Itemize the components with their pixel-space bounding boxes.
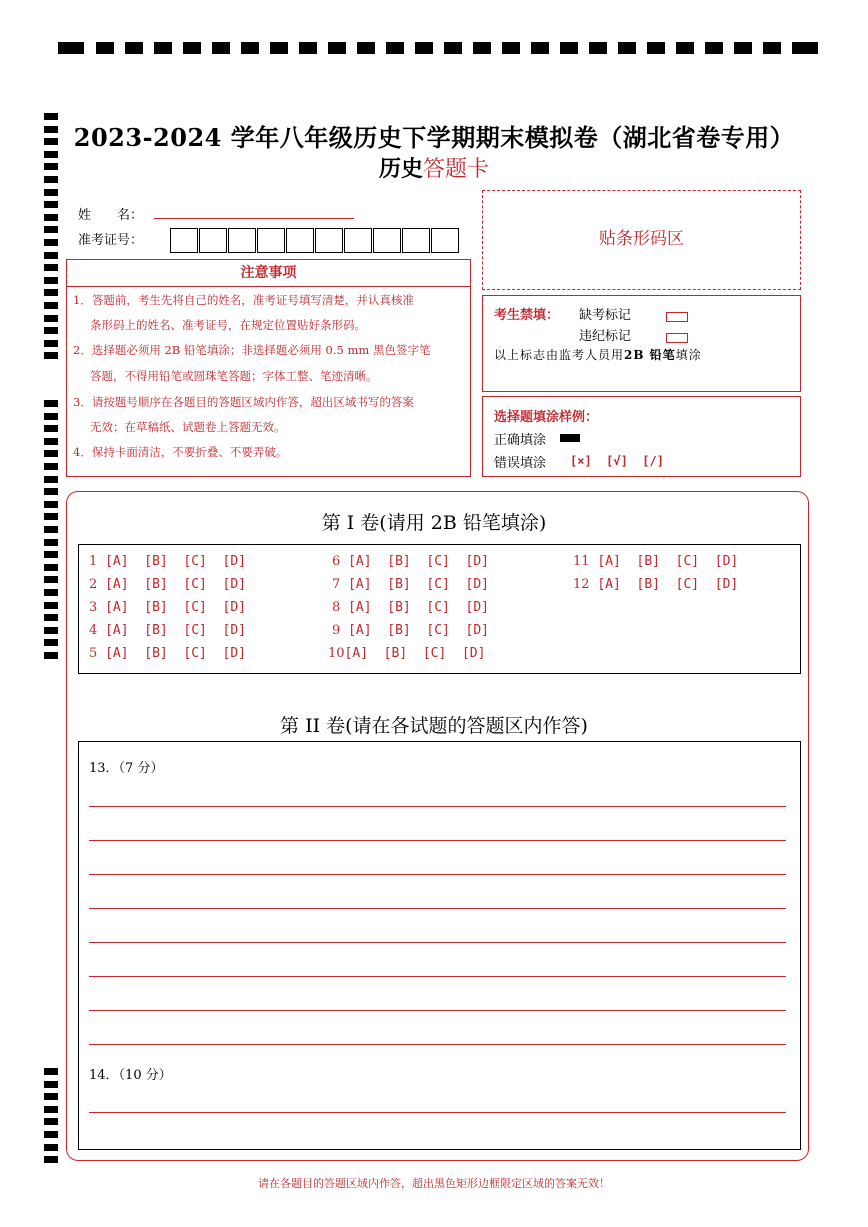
timing-mark bbox=[44, 289, 58, 296]
timing-mark bbox=[44, 1144, 58, 1151]
mc-question[interactable]: 3 [A] [B] [C] [D] bbox=[89, 600, 246, 615]
mc-question[interactable]: 10[A] [B] [C] [D] bbox=[328, 646, 486, 661]
timing-mark bbox=[734, 42, 752, 54]
notice-item: 3．请按题号顺序在各题目的答题区域内作答，超出区域书写的答案 bbox=[73, 395, 414, 409]
timing-mark bbox=[44, 438, 58, 445]
timing-mark bbox=[44, 1156, 58, 1163]
timing-mark bbox=[183, 42, 201, 54]
correct-fill-label: 正确填涂 bbox=[494, 433, 547, 448]
timing-mark bbox=[44, 589, 58, 596]
timing-mark bbox=[44, 501, 58, 508]
mc-question[interactable]: 11 [A] [B] [C] [D] bbox=[573, 554, 739, 569]
exam-id-digit[interactable] bbox=[257, 228, 285, 253]
absent-mark-label: 缺考标记 bbox=[579, 308, 632, 323]
forbid-note bbox=[494, 346, 702, 363]
timing-mark bbox=[44, 201, 58, 208]
violation-mark-label: 违纪标记 bbox=[579, 329, 632, 344]
timing-mark bbox=[44, 551, 58, 558]
timing-mark bbox=[705, 42, 723, 54]
forbid-note-bold: 2B 铅笔 bbox=[624, 348, 676, 362]
mc-question[interactable]: 4 [A] [B] [C] [D] bbox=[89, 623, 246, 638]
fill-sample-panel bbox=[482, 396, 801, 477]
timing-mark bbox=[44, 576, 58, 583]
barcode-area: 贴条形码区 bbox=[482, 190, 801, 290]
answer-line[interactable] bbox=[89, 1044, 786, 1045]
timing-mark bbox=[44, 1093, 58, 1100]
mc-question[interactable]: 9 [A] [B] [C] [D] bbox=[332, 623, 489, 638]
mc-question[interactable]: 1 [A] [B] [C] [D] bbox=[89, 554, 246, 569]
notice-item: 2．选择题必须用 2B 铅笔填涂；非选择题必须用 0.5 mm 黑色签字笔 bbox=[73, 343, 431, 357]
exam-id-digit[interactable] bbox=[344, 228, 372, 253]
timing-mark bbox=[44, 488, 58, 495]
timing-mark bbox=[676, 42, 694, 54]
timing-mark bbox=[96, 42, 114, 54]
wrong-fill-marks: [×] [√] [/] bbox=[570, 454, 664, 468]
timing-mark bbox=[44, 352, 58, 359]
timing-mark bbox=[241, 42, 259, 54]
section1-title: 第 I 卷(请用 2B 铅笔填涂) bbox=[321, 512, 547, 534]
timing-mark bbox=[44, 450, 58, 457]
exam-id-digit[interactable] bbox=[373, 228, 401, 253]
mc-question[interactable]: 2 [A] [B] [C] [D] bbox=[89, 577, 246, 592]
timing-mark bbox=[44, 340, 58, 347]
answer-line[interactable] bbox=[89, 908, 786, 909]
exam-id-digit[interactable] bbox=[228, 228, 256, 253]
answer-line[interactable] bbox=[89, 1112, 786, 1113]
timing-mark bbox=[44, 539, 58, 546]
timing-mark bbox=[44, 639, 58, 646]
mc-question[interactable]: 7 [A] [B] [C] [D] bbox=[332, 577, 489, 592]
notice-panel bbox=[66, 259, 471, 477]
notice-item: 无效；在草稿纸、试题卷上答题无效。 bbox=[90, 420, 286, 434]
timing-mark bbox=[357, 42, 375, 54]
timing-mark bbox=[473, 42, 491, 54]
exam-id-digit[interactable] bbox=[286, 228, 314, 253]
timing-mark bbox=[44, 564, 58, 571]
timing-mark bbox=[44, 214, 58, 221]
page-subtitle bbox=[0, 152, 868, 183]
timing-mark bbox=[44, 463, 58, 470]
timing-mark bbox=[792, 42, 818, 54]
exam-id-digit[interactable] bbox=[315, 228, 343, 253]
timing-mark bbox=[44, 1106, 58, 1113]
notice-heading: 注意事项 bbox=[67, 260, 470, 287]
timing-mark bbox=[589, 42, 607, 54]
q13-label: 13．（7 分） bbox=[89, 761, 164, 776]
page-title: 2023-2024 学年八年级历史下学期期末模拟卷（湖北省卷专用） bbox=[73, 123, 795, 152]
absent-mark-box[interactable] bbox=[666, 306, 688, 325]
mc-question[interactable]: 8 [A] [B] [C] [D] bbox=[332, 600, 489, 615]
answer-line[interactable] bbox=[89, 1010, 786, 1011]
forbid-note-suffix: 填涂 bbox=[675, 348, 702, 362]
timing-mark bbox=[531, 42, 549, 54]
examiner-only-panel bbox=[482, 295, 801, 392]
timing-mark bbox=[502, 42, 520, 54]
answer-line[interactable] bbox=[89, 874, 786, 875]
notice-item: 4．保持卡面清洁，不要折叠、不要弄破。 bbox=[73, 445, 288, 459]
name-field[interactable] bbox=[154, 218, 354, 219]
timing-mark bbox=[44, 239, 58, 246]
timing-mark bbox=[44, 1068, 58, 1075]
timing-mark bbox=[386, 42, 404, 54]
timing-mark bbox=[44, 476, 58, 483]
timing-mark bbox=[44, 1081, 58, 1088]
mc-question[interactable]: 6 [A] [B] [C] [D] bbox=[332, 554, 489, 569]
answer-line[interactable] bbox=[89, 976, 786, 977]
timing-mark bbox=[44, 1131, 58, 1138]
timing-mark bbox=[44, 327, 58, 334]
timing-mark bbox=[299, 42, 317, 54]
timing-mark bbox=[44, 1118, 58, 1125]
timing-mark bbox=[618, 42, 636, 54]
timing-mark bbox=[44, 602, 58, 609]
exam-id-digit[interactable] bbox=[402, 228, 430, 253]
timing-mark bbox=[270, 42, 288, 54]
exam-id-digit[interactable] bbox=[199, 228, 227, 253]
exam-id-label: 准考证号： bbox=[78, 233, 144, 248]
timing-mark bbox=[44, 252, 58, 259]
timing-mark bbox=[58, 42, 84, 54]
card-label: 答题卡 bbox=[423, 157, 490, 182]
q14-label: 14．（10 分） bbox=[89, 1068, 172, 1083]
timing-mark bbox=[44, 614, 58, 621]
wrong-fill-label: 错误填涂 bbox=[494, 456, 547, 471]
timing-mark bbox=[44, 413, 58, 420]
answer-line[interactable] bbox=[89, 942, 786, 943]
subject-label: 历史 bbox=[378, 156, 423, 182]
timing-mark bbox=[125, 42, 143, 54]
timing-mark bbox=[763, 42, 781, 54]
timing-mark bbox=[212, 42, 230, 54]
timing-mark bbox=[328, 42, 346, 54]
answer-line[interactable] bbox=[89, 806, 786, 807]
section2-title: 第 II 卷(请在各试题的答题区内作答) bbox=[280, 715, 588, 737]
timing-mark bbox=[44, 652, 58, 659]
notice-item: 1．答题前，考生先将自己的姓名，准考证号填写清楚，并认真核准 bbox=[73, 293, 414, 307]
open-answer-box bbox=[78, 741, 801, 1150]
correct-fill-mark bbox=[560, 434, 580, 442]
timing-mark bbox=[647, 42, 665, 54]
notice-item: 答题，不得用铅笔或圆珠笔答题；字体工整、笔迹清晰。 bbox=[90, 369, 378, 383]
notice-item: 条形码上的姓名、准考证号，在规定位置贴好条形码。 bbox=[90, 318, 366, 332]
timing-mark bbox=[44, 400, 58, 407]
timing-mark bbox=[44, 627, 58, 634]
timing-mark bbox=[44, 264, 58, 271]
timing-mark bbox=[44, 226, 58, 233]
timing-mark bbox=[44, 189, 58, 196]
timing-mark bbox=[560, 42, 578, 54]
sample-title: 选择题填涂样例： bbox=[494, 410, 599, 425]
forbid-note-prefix: 以上标志由监考人员用 bbox=[494, 348, 625, 362]
forbid-label: 考生禁填： bbox=[494, 308, 560, 323]
timing-mark bbox=[415, 42, 433, 54]
timing-mark bbox=[44, 277, 58, 284]
exam-id-digit[interactable] bbox=[431, 228, 459, 253]
timing-mark bbox=[44, 315, 58, 322]
mc-question[interactable]: 5 [A] [B] [C] [D] bbox=[89, 646, 246, 661]
timing-mark bbox=[154, 42, 172, 54]
exam-id-digit[interactable] bbox=[170, 228, 198, 253]
name-label: 姓 名： bbox=[78, 208, 144, 223]
timing-mark bbox=[44, 302, 58, 309]
mc-question[interactable]: 12 [A] [B] [C] [D] bbox=[573, 577, 739, 592]
timing-mark bbox=[444, 42, 462, 54]
footer-warning: 请在各题目的答题区域内作答，超出黑色矩形边框限定区域的答案无效！ bbox=[258, 1177, 610, 1190]
multiple-choice-box bbox=[78, 544, 801, 674]
timing-mark bbox=[44, 425, 58, 432]
answer-line[interactable] bbox=[89, 840, 786, 841]
violation-mark-box[interactable] bbox=[666, 327, 688, 346]
